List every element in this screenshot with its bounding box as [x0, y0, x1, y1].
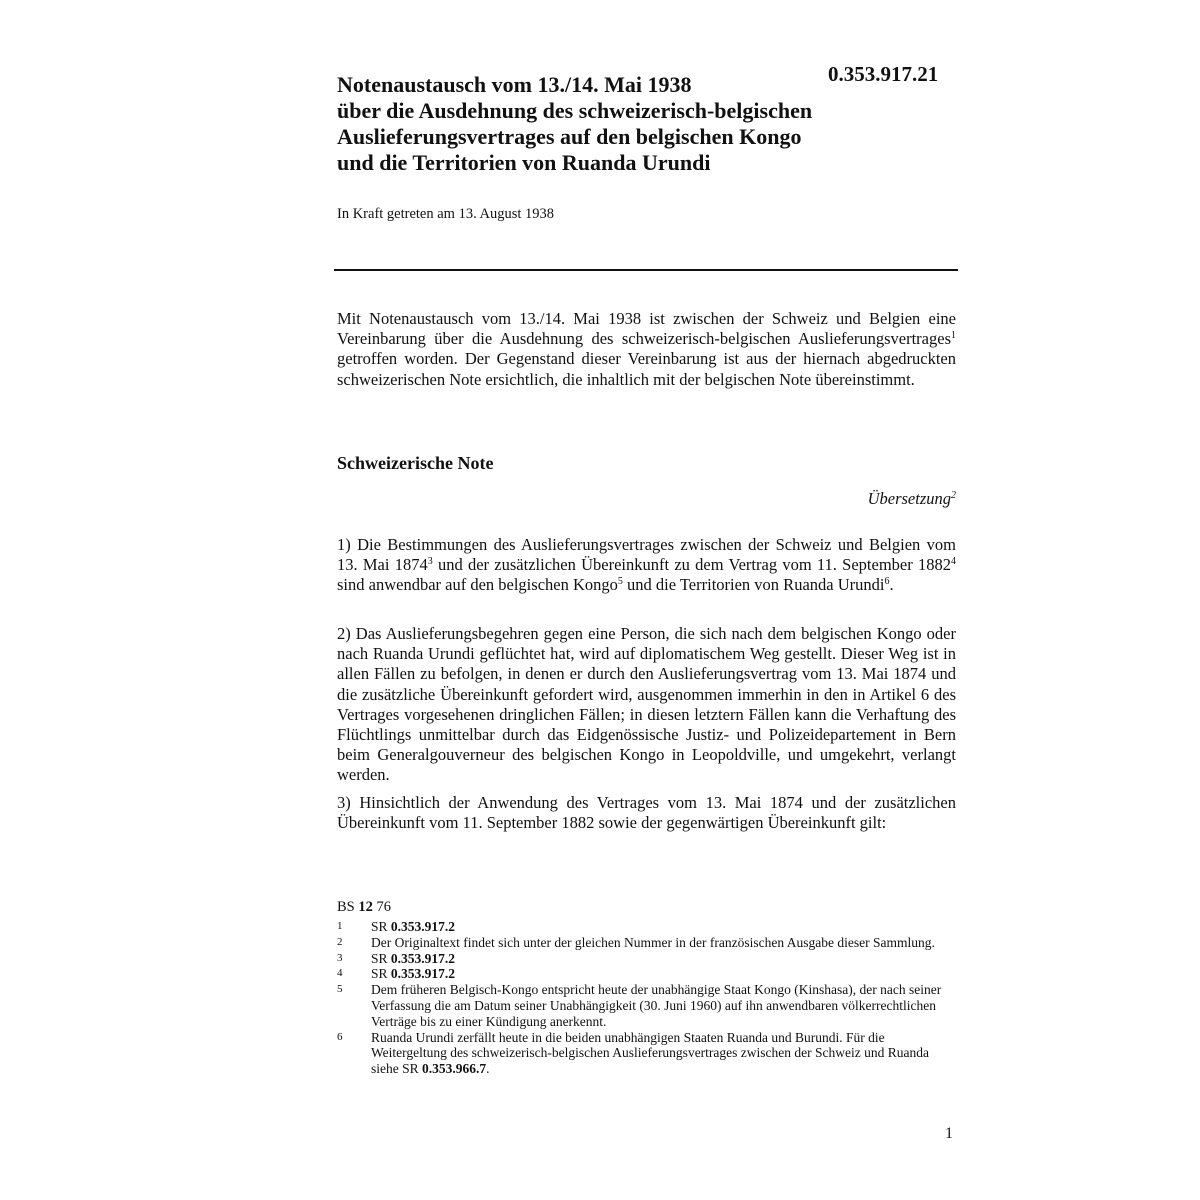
section-heading: Schweizerische Note: [337, 453, 494, 473]
footnote-ref[interactable]: 6: [884, 576, 890, 588]
footnote: [337, 951, 957, 967]
title-line: Auslieferungsvertrages auf den belgischen Kongo: [337, 124, 802, 149]
paragraph-text: 1) Die Bestimmungen des Auslieferungsvertrages zwischen der Schweiz und Belgien vom 13. Mai 1874: [337, 535, 956, 575]
footnote-ref[interactable]: 2: [951, 490, 956, 501]
paragraph-1: [337, 535, 956, 596]
footnote-text: [371, 982, 957, 1029]
intro-text: getroffen worden. Der Gegenstand dieser Vereinbarung ist aus der hiernach abgedruckten schweizerischen Note ersichtlich, die inhaltlich mit der belgischen Note übereinstimmt.: [337, 349, 956, 389]
title-line: über die Ausdehnung des schweizerisch-belgischen: [337, 98, 813, 123]
footnote-text-part: Ruanda Urundi zerfällt heute in die beiden unabhängigen Staaten Ruanda und Burundi. Für die Weitergeltung des schweizerisch-belgischen Auslieferungsvertrages zwischen der Schweiz und Ruanda siehe SR: [371, 1029, 929, 1077]
footnote-text-part: SR: [371, 950, 391, 966]
footnote-ref[interactable]: 1: [951, 330, 956, 342]
footnote-ref[interactable]: 3: [427, 556, 433, 568]
footnote-text-part: .: [486, 1061, 490, 1077]
footnote-text: [371, 919, 957, 935]
paragraph-text: und der zusätzlichen Übereinkunft zu dem Vertrag vom 11. September 1882: [432, 555, 951, 575]
footnote-sr-ref[interactable]: 0.353.917.2: [390, 919, 456, 934]
header-divider: [334, 269, 958, 271]
intro-text: Mit Notenaustausch vom 13./14. Mai 1938 ist zwischen der Schweiz und Belgien eine Vereinbarung über die Ausdehnung des schweizerisch-belgischen Auslieferungsvertrages: [337, 309, 956, 349]
footnote-text-part: SR: [371, 919, 391, 934]
footnote-text: [371, 1030, 957, 1077]
footnote-ref[interactable]: 4: [951, 556, 956, 568]
footnote-ref[interactable]: 5: [617, 576, 623, 588]
footnote: [337, 982, 957, 1029]
title-line: und die Territorien von Ruanda Urundi: [337, 150, 711, 175]
title-line: Notenaustausch vom 13./14. Mai 1938: [337, 72, 692, 97]
translation-text: Übersetzung: [867, 489, 951, 508]
footnote-sr-ref[interactable]: 0.353.917.2: [390, 966, 456, 982]
source-volume: 12: [358, 899, 373, 915]
paragraph-2: 2) Das Auslieferungsbegehren gegen eine Person, die sich nach dem belgischen Kongo oder nach Ruanda Urundi geflüchtet hat, wird auf diplomatischem Weg gestellt. Dieser Weg ist in allen Fällen zu befolgen, in denen er durch den Auslieferungsvertrag vom 13. Mai 1874 und die zusätzliche Übereinkunft gefordert wird, ausgenommen immerhin in den in Artikel 6 des Vertrages vorgesehenen dringlichen Fällen; in diesen letztern Fällen kann die Verhaftung des Flüchtlings unmittelbar durch das Eidgenössische Justiz- und Polizeidepartement in Bern beim Generalgouverneur des belgischen Kongo in Leopoldville, und umgekehrt, verlangt werden.: [337, 624, 956, 785]
paragraph-text: sind anwendbar auf den belgischen Kongo: [337, 575, 618, 595]
in-force-date: In Kraft getreten am 13. August 1938: [337, 206, 555, 222]
footnote-number: 1: [337, 920, 343, 932]
footnote-number: 4: [337, 967, 343, 980]
page-number: 1: [945, 1125, 953, 1142]
footnote-number: 5: [337, 983, 343, 996]
footnote: [337, 1030, 957, 1077]
footnote-text: [371, 935, 957, 951]
footnote: [337, 966, 957, 982]
footnote-text-part: Dem früheren Belgisch-Kongo entspricht heute der unabhängige Staat Kongo (Kinshasa), der nach seiner Verfassung die am Datum seiner Unabhängigkeit (30. Juni 1960) auf ihn anwendbaren völkerrechtlichen Verträge bis zu einer Kündigung anerkennt.: [371, 982, 942, 1029]
paragraph-text: .: [889, 575, 894, 595]
footnote-text-part: SR: [371, 966, 391, 982]
sr-number: 0.353.917.21: [828, 62, 939, 86]
footnote-sr-ref[interactable]: 0.353.966.7: [422, 1061, 487, 1077]
intro-paragraph: [337, 309, 956, 390]
footnote-number: 3: [337, 951, 343, 964]
footnote-sr-ref[interactable]: 0.353.917.2: [390, 950, 456, 966]
source-prefix: BS: [337, 899, 359, 915]
paragraph-3: 3) Hinsichtlich der Anwendung des Vertrages vom 13. Mai 1874 und der zusätzlichen Übereinkunft vom 11. September 1882 sowie der gegenwärtigen Übereinkunft gilt:: [337, 793, 956, 833]
footnote: [337, 935, 957, 951]
footnote-number: 6: [337, 1030, 343, 1043]
paragraph-text: und die Territorien von Ruanda Urundi: [622, 575, 885, 595]
source-page: 76: [372, 899, 391, 915]
source-reference: [337, 899, 391, 916]
footnotes: [337, 919, 957, 1077]
translation-label: [868, 489, 956, 509]
footnote-text-part: Der Originaltext findet sich unter der gleichen Nummer in der französischen Ausgabe dieser Sammlung.: [371, 934, 935, 950]
footnote-number: 2: [337, 935, 343, 948]
footnote-text: [371, 951, 957, 967]
document-title: [337, 72, 937, 176]
footnote-text: [371, 966, 957, 982]
footnote: [337, 919, 957, 935]
